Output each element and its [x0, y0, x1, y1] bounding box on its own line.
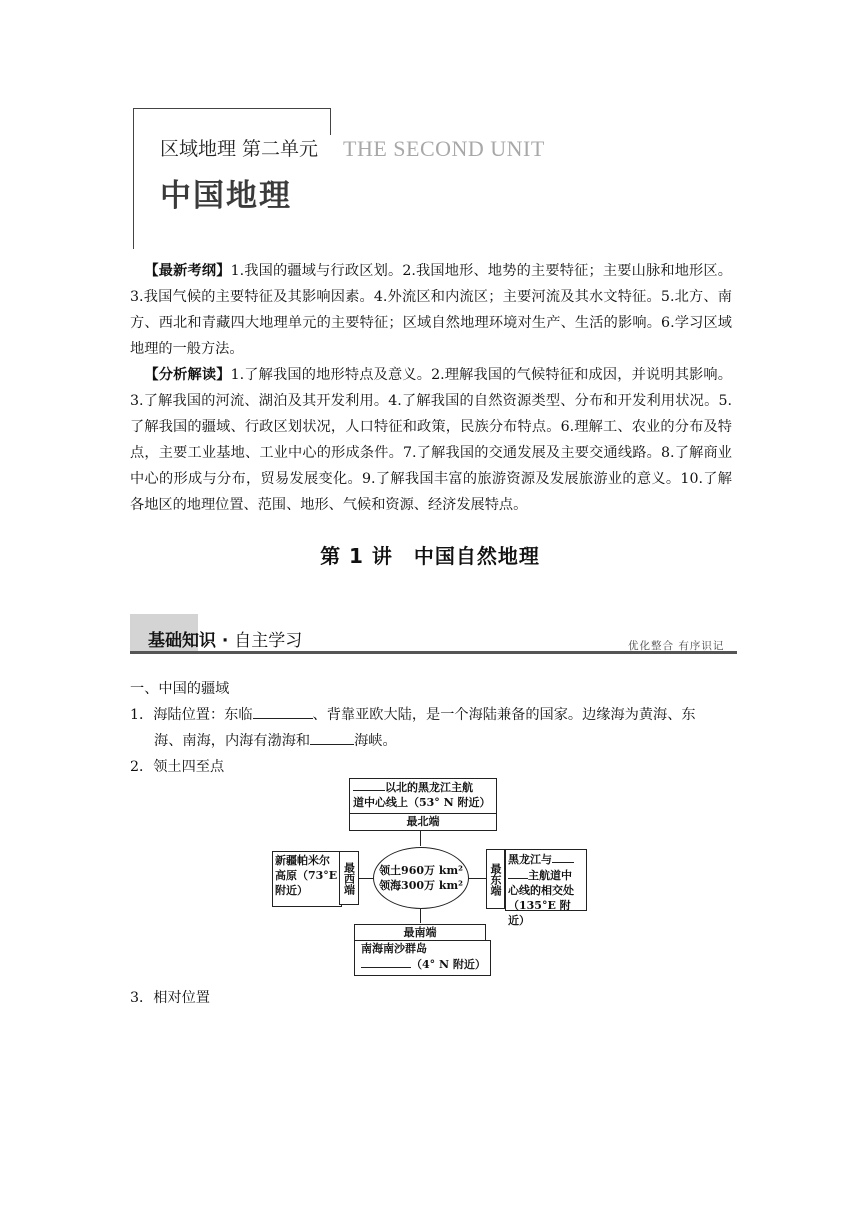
blank-field: [310, 730, 354, 745]
west-label-box: [339, 851, 359, 905]
west-info-box: [272, 851, 342, 907]
section-title: [148, 626, 302, 651]
east-label: 最东端: [489, 862, 502, 896]
unit-label: 区域地理 第二单元: [160, 138, 319, 160]
connector-east: [468, 878, 486, 879]
east-text-3: 心线的相交处: [508, 884, 574, 897]
item-1: [130, 702, 732, 728]
item-1-text-a: 海陆位置：东临: [153, 707, 253, 723]
item-1-text-d: 海峡。: [354, 733, 397, 749]
item-1-cont: [154, 728, 397, 754]
blank-field: [508, 867, 528, 879]
north-text-1: 以北的黑龙江主航: [385, 781, 473, 794]
east-text-1: 黑龙江与: [508, 853, 552, 866]
blank-field: [552, 851, 574, 863]
blank-field: [353, 779, 385, 791]
center-text-sea: 领海300万 km²: [379, 879, 463, 892]
section-title-main: 基础知识: [148, 631, 216, 651]
analysis-paragraph: [130, 362, 732, 518]
east-text-2: 主航道中: [528, 869, 572, 882]
heading-territory: 一、中国的疆域: [130, 681, 230, 697]
lecture-title: 第 1 讲 中国自然地理: [320, 544, 540, 568]
east-label-box: [486, 849, 505, 909]
connector-north: [420, 831, 421, 846]
item-1-text-b: 、背靠亚欧大陆，是一个海陆兼备的国家。边缘海为黄海、东: [312, 707, 696, 723]
item-1-number: 1．: [130, 707, 154, 723]
section-title-dot: ·: [216, 631, 235, 651]
item-3: 3．相对位置: [130, 990, 210, 1006]
syllabus-text: 1.我国的疆域与行政区划。2.我国地形、地势的主要特征；主要山脉和地形区。3.我国气候的主要特征及其影响因素。4.外流区和内流区；主要河流及其水文特征。5.北方、南方、西北和青藏四大地理单元的主要特征；区域自然地理环境对生产、生活的影响。6.学习区域地理的一般方法。: [130, 263, 732, 357]
north-label: 最北端: [406, 815, 440, 828]
south-text-2: （4° N 附近）: [411, 958, 486, 971]
connector-south: [420, 907, 421, 923]
page-title: 中国地理: [160, 178, 292, 214]
south-info-box: [354, 940, 491, 976]
syllabus-tag: 【最新考纲】: [144, 263, 231, 279]
east-info-box: [505, 849, 587, 927]
blank-field: [361, 956, 411, 968]
blank-field: [253, 704, 313, 719]
north-label-box: [349, 813, 497, 831]
analysis-text: 1.了解我国的地形特点及意义。2.理解我国的气候特征和成因，并说明其影响。3.了解我国的河流、湖泊及其开发利用。4.了解我国的自然资源类型、分布和开发利用状况。5.了解我国的疆域、行政区划状况，人口特征和政策，民族分布特点。6.理解工、农业的分布及特点，主要工业基地、工业中心的形成条件。7.了解我国的交通发展及主要交通线路。8.了解商业中心的形成与分布，贸易发展变化。9.了解我国丰富的旅游资源及发展旅游业的意义。10.了解各地区的地理位置、范围、地形、气候和资源、经济发展特点。: [130, 367, 732, 513]
section-subtitle: 自主学习: [234, 631, 303, 651]
north-text-2: 道中心线上（53° N 附近）: [353, 796, 491, 809]
north-info-box: [349, 778, 497, 815]
west-text: 新疆帕米尔高原（73°E附近）: [275, 854, 338, 897]
south-label: 最南端: [403, 926, 437, 939]
syllabus-paragraph: [130, 258, 732, 362]
unit-label-english: THE SECOND UNIT: [343, 136, 545, 161]
item-2: 2．领土四至点: [130, 759, 225, 775]
east-text-4: （135°E 附近）: [508, 899, 571, 927]
item-1-text-c: 海、南海，内海有渤海和: [154, 733, 311, 749]
section-bar-tagline: 优化整合 有序识记: [628, 640, 725, 652]
west-label: 最西端: [342, 861, 356, 895]
analysis-tag: 【分析解读】: [144, 367, 231, 383]
connector-west: [358, 878, 374, 879]
center-text-land: 领土960万 km²: [379, 864, 463, 877]
south-text-1: 南海南沙群岛: [361, 942, 427, 955]
center-ellipse: [373, 847, 469, 909]
